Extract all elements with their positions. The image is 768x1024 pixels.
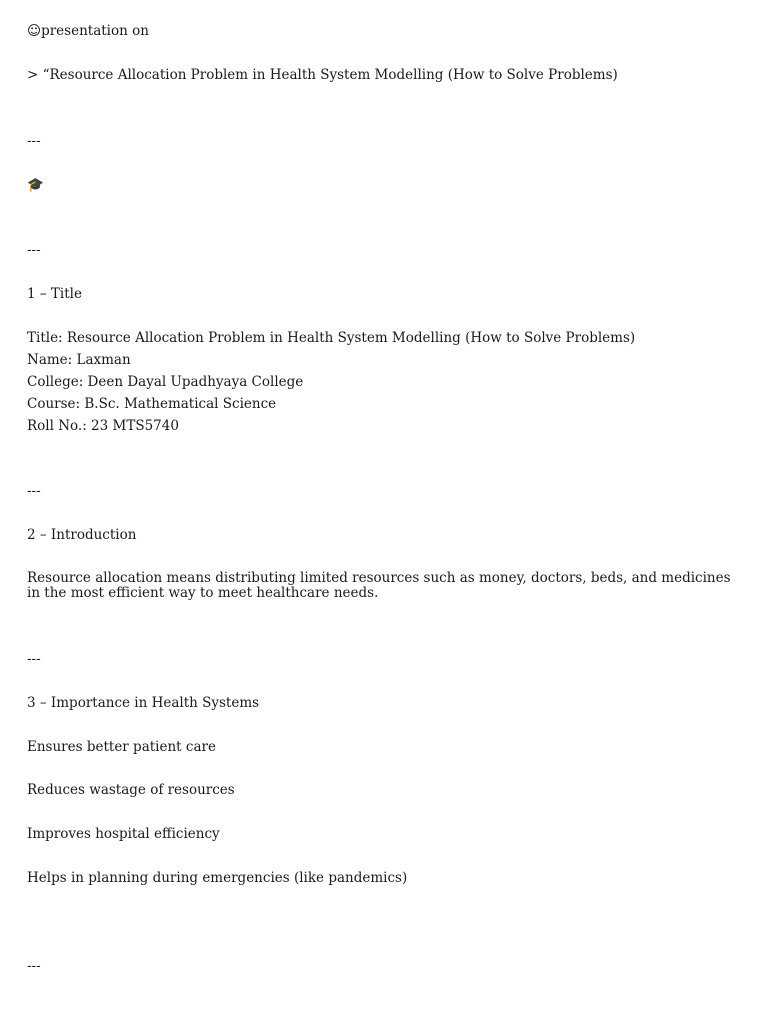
intro-line [27, 23, 149, 39]
section-heading-title: 1 – Title [27, 286, 82, 302]
section-heading-introduction: 2 – Introduction [27, 527, 137, 543]
presentation-topic-quote: > “Resource Allocation Problem in Health System Modelling (How to Solve Problems) [27, 67, 618, 83]
separator-3: --- [27, 483, 41, 499]
separator-2: --- [27, 242, 41, 258]
college-line: College: Deen Dayal Upadhyaya College [27, 374, 304, 390]
graduation-cap-icon: 🎓 [27, 177, 44, 193]
separator-4: --- [27, 651, 41, 667]
intro-text: presentation on [41, 23, 149, 39]
separator-1: --- [27, 133, 41, 149]
name-line: Name: Laxman [27, 352, 131, 368]
importance-point: Ensures better patient care [27, 739, 216, 755]
smile-emoji-icon: ☺ [27, 23, 42, 39]
section-heading-importance: 3 – Importance in Health Systems [27, 695, 260, 711]
importance-point: Helps in planning during emergencies (like pandemics) [27, 870, 408, 886]
importance-point: Improves hospital efficiency [27, 826, 220, 842]
importance-point: Reduces wastage of resources [27, 782, 235, 798]
introduction-paragraph: Resource allocation means distributing limited resources such as money, doctors, beds, and medicines in the most efficient way to meet healthcare needs. [27, 570, 731, 601]
roll-number-line: Roll No.: 23 MTS5740 [27, 418, 179, 434]
course-line: Course: B.Sc. Mathematical Science [27, 396, 277, 412]
title-line: Title: Resource Allocation Problem in Health System Modelling (How to Solve Problems) [27, 330, 636, 346]
separator-5: --- [27, 958, 41, 974]
